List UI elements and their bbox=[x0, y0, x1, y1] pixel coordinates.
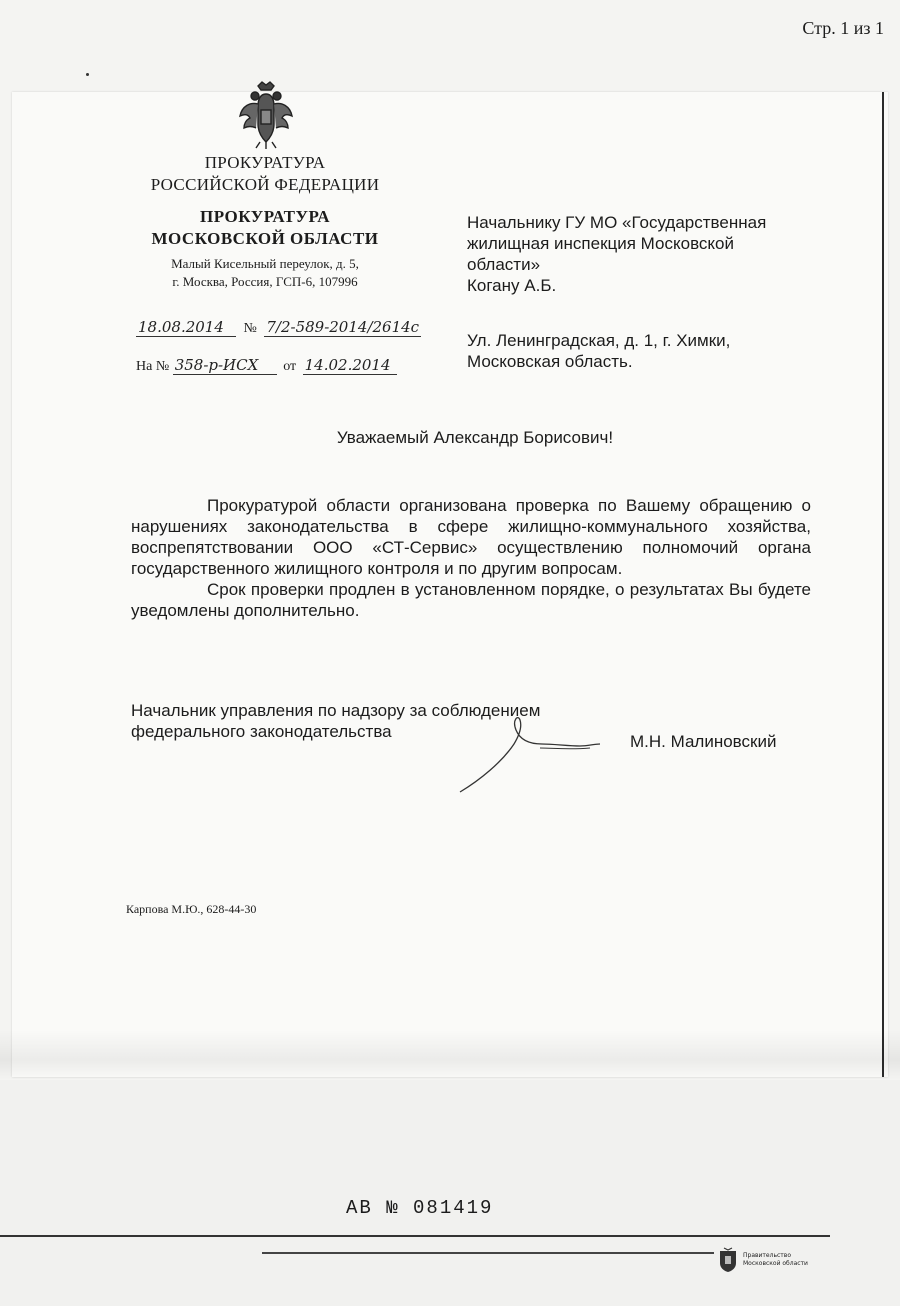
reply-prefix: На № bbox=[136, 359, 170, 374]
office-address bbox=[130, 255, 400, 291]
moscow-region-emblem-icon bbox=[718, 1247, 738, 1273]
org-line-1: ПРОКУРАТУРА bbox=[204, 153, 326, 172]
recipient-address-2: Московская область. bbox=[467, 352, 633, 371]
office-line-2: МОСКОВСКОЙ ОБЛАСТИ bbox=[151, 229, 379, 248]
signatory-title-2: федерального законодательства bbox=[131, 722, 392, 741]
body-paragraph-1: Прокуратурой области организована проверка по Вашему обращению о нарушениях законодательства в сфере жилищно-коммунального хозяйства, воспрепятствовании ООО «СТ-Сервис» осуществлению полномочий органа государственного жилищного контроля и по другим вопросам. bbox=[131, 496, 811, 578]
recipient-line-2: жилищная инспекция Московской bbox=[467, 234, 734, 253]
signatory-title-1: Начальник управления по надзору за соблюдением bbox=[131, 701, 541, 720]
signatory-name: М.Н. Малиновский bbox=[630, 732, 777, 751]
letter-number: 7/2-589-2014/2614с bbox=[266, 318, 420, 336]
recipient-address bbox=[467, 330, 730, 372]
stamp-caption bbox=[743, 1252, 808, 1268]
reply-number: 358-р-ИСХ bbox=[173, 356, 277, 375]
handwritten-signature bbox=[450, 700, 610, 800]
recipient-line-1: Начальнику ГУ МО «Государственная bbox=[467, 213, 767, 232]
address-line-1: Малый Кисельный переулок, д. 5, bbox=[171, 256, 359, 271]
divider-line-short bbox=[262, 1252, 714, 1254]
reply-date: 14.02.2014 bbox=[303, 356, 397, 375]
page-number: Стр. 1 из 1 bbox=[802, 18, 884, 38]
recipient-block bbox=[467, 212, 827, 296]
greeting: Уважаемый Александр Борисович! bbox=[336, 428, 614, 447]
office-heading bbox=[130, 206, 400, 250]
serial-number: АВ № 081419 bbox=[346, 1197, 494, 1219]
office-line-1: ПРОКУРАТУРА bbox=[200, 207, 330, 226]
executor-contact: Карпова М.Ю., 628-44-30 bbox=[126, 902, 257, 916]
stamp-line-2: Московской области bbox=[743, 1260, 808, 1267]
page-edge-line bbox=[882, 92, 884, 1077]
letter-date: 18.08.2014 bbox=[136, 318, 236, 337]
outgoing-reference bbox=[136, 318, 421, 337]
stamp-line-1: Правительство bbox=[743, 1252, 791, 1259]
recipient-address-1: Ул. Ленинградская, д. 1, г. Химки, bbox=[467, 331, 731, 350]
letter-body bbox=[131, 495, 811, 621]
government-stamp bbox=[718, 1244, 830, 1276]
recipient-line-3: области» bbox=[467, 255, 541, 274]
speck bbox=[86, 73, 89, 76]
incoming-reference bbox=[136, 356, 397, 375]
page-fold-shadow bbox=[0, 1030, 900, 1080]
coat-of-arms-icon bbox=[236, 80, 296, 150]
address-line-2: г. Москва, Россия, ГСП-6, 107996 bbox=[172, 274, 358, 289]
recipient-name: Когану А.Б. bbox=[467, 276, 557, 295]
body-paragraph-2: Срок проверки продлен в установленном порядке, о результатах Вы будете уведомлены дополнительно. bbox=[131, 580, 811, 620]
divider-line bbox=[0, 1235, 830, 1237]
reply-from-prefix: от bbox=[283, 359, 297, 374]
org-line-2: РОССИЙСКОЙ ФЕДЕРАЦИИ bbox=[150, 175, 380, 194]
organization-heading bbox=[130, 152, 400, 196]
number-prefix: № bbox=[243, 321, 257, 336]
